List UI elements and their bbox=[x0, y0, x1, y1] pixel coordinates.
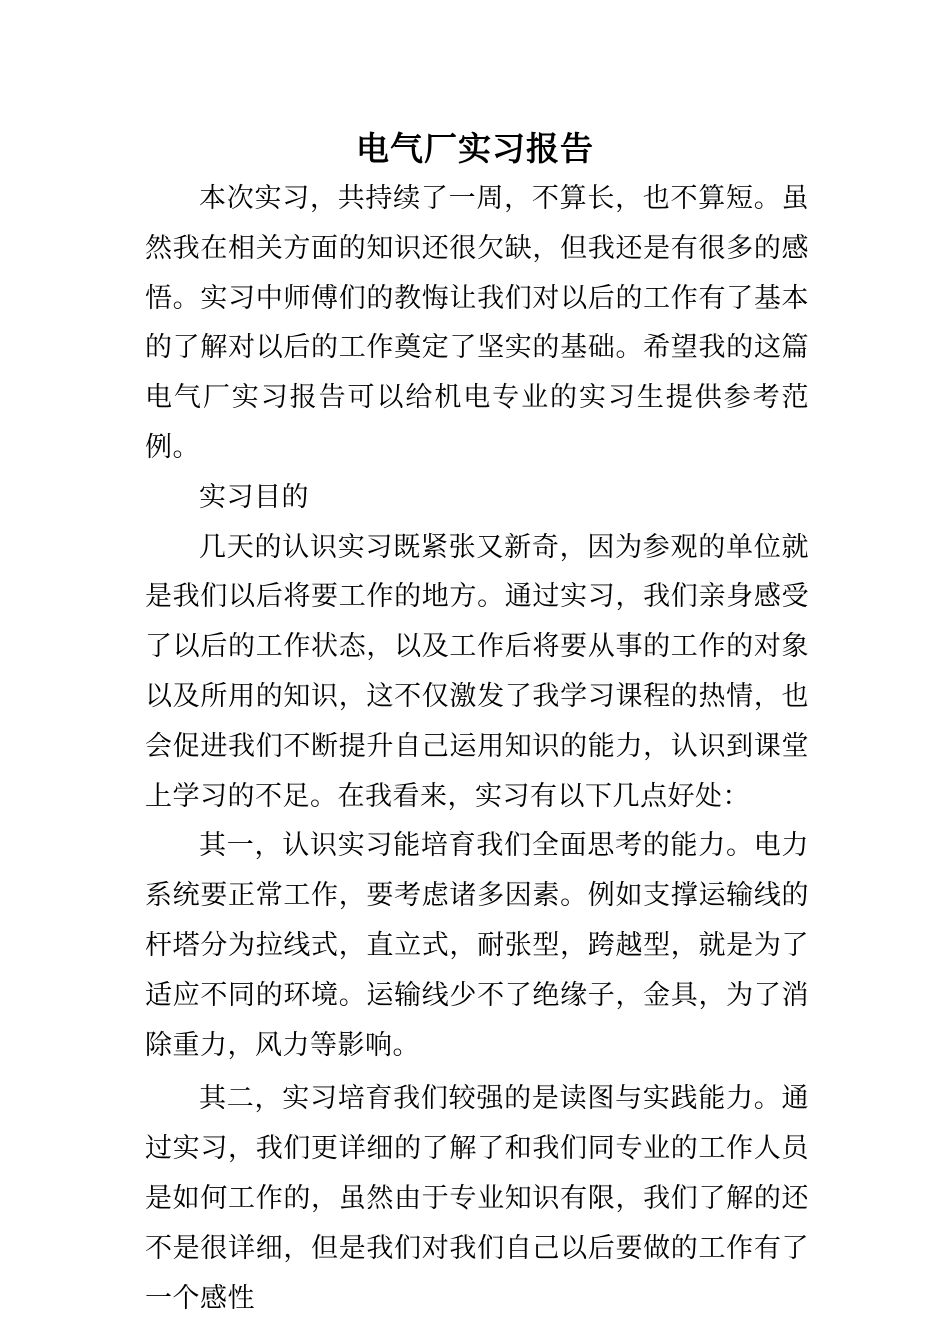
purpose-paragraph: 几天的认识实习既紧张又新奇，因为参观的单位就是我们以后将要工作的地方。通过实习，我们亲身感受了以后的工作状态，以及工作后将要从事的工作的对象以及所用的知识，这不仅激发了我学习课程的热情，也会促进我们不断提升自己运用知识的能力，认识到课堂上学习的不足。在我看来，实习有以下几点好处： bbox=[145, 531, 809, 812]
document-title: 电气厂实习报告 bbox=[356, 129, 594, 168]
point-one-paragraph: 其一，认识实习能培育我们全面思考的能力。电力系统要正常工作，要考虑诸多因素。例如支撑运输线的杆塔分为拉线式，直立式，耐张型，跨越型，就是为了适应不同的环境。运输线少不了绝缘子，金具，为了消除重力，风力等影响。 bbox=[145, 830, 809, 1061]
point-two-paragraph: 其二，实习培育我们较强的是读图与实践能力。通过实习，我们更详细的了解了和我们同专业的工作人员是如何工作的，虽然由于专业知识有限，我们了解的还不是很详细，但是我们对我们自己以后要做的工作有了一个感性 bbox=[145, 1083, 809, 1314]
intro-paragraph: 本次实习，共持续了一周，不算长，也不算短。虽然我在相关方面的知识还很欠缺，但我还是有很多的感悟。实习中师傅们的教悔让我们对以后的工作有了基本的了解对以后的工作奠定了坚实的基础。希望我的这篇电气厂实习报告可以给机电专业的实习生提供参考范例。 bbox=[145, 183, 809, 463]
document-body bbox=[145, 174, 809, 1323]
section-heading-purpose: 实习目的 bbox=[199, 481, 309, 513]
